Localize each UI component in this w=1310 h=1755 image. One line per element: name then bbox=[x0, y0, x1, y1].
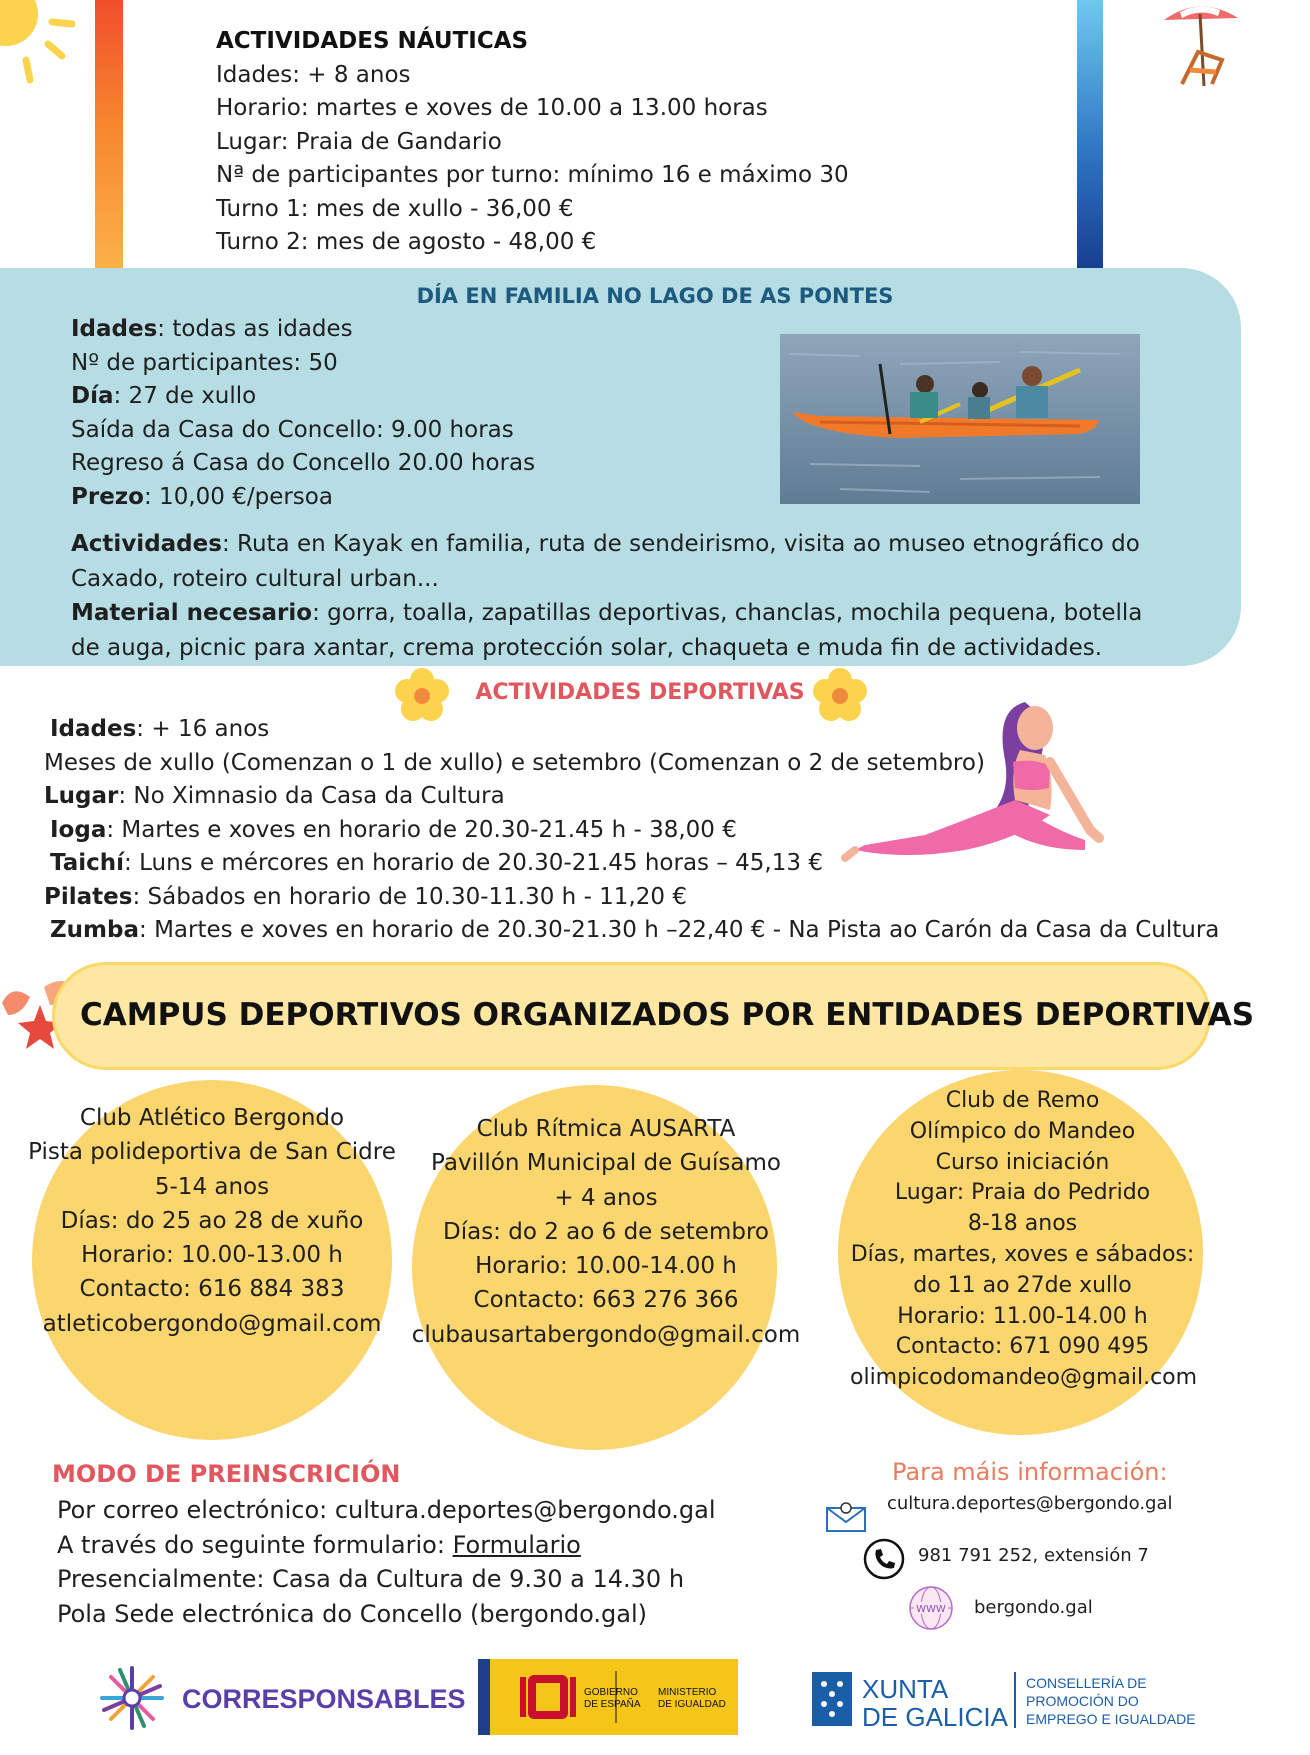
departure-text: Saída da Casa do Concello: 9.00 horas bbox=[71, 416, 514, 443]
conselleria-text: EMPREGO E IGUALDADE bbox=[1026, 1711, 1196, 1727]
xunta-logo bbox=[810, 1668, 1216, 1732]
participants-text: Nº de participantes: 50 bbox=[71, 349, 338, 376]
activities-label: Actividades bbox=[71, 531, 222, 557]
pilates-value: : Sábados en horario de 10.30-11.30 h - 11,20 € bbox=[132, 883, 687, 910]
club-line: Lugar: Praia do Pedrido bbox=[894, 1180, 1151, 1206]
xunta-text: DE GALICIA bbox=[862, 1702, 1008, 1732]
activities-value: : Ruta en Kayak en familia, ruta de sendeirismo, visita ao museo etnográfico do Caxado, roteiro cultural urban... bbox=[71, 531, 1140, 592]
campus-title: CAMPUS DEPORTIVOS ORGANIZADOS POR ENTIDADES DEPORTIVAS bbox=[80, 997, 1255, 1033]
ages-label: Idades bbox=[71, 316, 158, 342]
club-line: Contacto: 671 090 495 bbox=[895, 1334, 1150, 1360]
nautical-line: Nª de participantes por turno: mínimo 16 e máximo 30 bbox=[216, 162, 849, 188]
return-text: Regreso á Casa do Concello 20.00 horas bbox=[71, 450, 536, 476]
club-email[interactable]: atleticobergondo@gmail.com bbox=[42, 1310, 382, 1337]
club-email[interactable]: olimpicodomandeo@gmail.com bbox=[850, 1365, 1198, 1391]
pilates-label: Pilates bbox=[44, 883, 133, 910]
conselleria-text: CONSELLERÍA DE bbox=[1026, 1675, 1147, 1691]
conselleria-text: PROMOCIÓN DO bbox=[1026, 1693, 1139, 1709]
nautical-section bbox=[216, 25, 849, 260]
ministerio-text: DE IGUALDAD bbox=[658, 1699, 726, 1710]
sports-months: Meses de xullo (Comenzan o 1 de xullo) e setembro (Comenzan o 2 de setembro) bbox=[44, 749, 985, 776]
nautical-line: Turno 1: mes de xullo - 36,00 € bbox=[216, 195, 574, 222]
family-day-info bbox=[71, 313, 535, 514]
mail-icon bbox=[826, 1502, 866, 1532]
preinscription-email: Por correo electrónico: cultura.deportes@bergondo.gal bbox=[57, 1496, 716, 1524]
material-value: : gorra, toalla, zapatillas deportivas, chanclas, mochila pequena, botella de auga, picnic para xantar, crema protección solar, chaqueta e muda fin de actividades. bbox=[71, 600, 1143, 661]
preinscription-title: MODO DE PREINSCRICIÓN bbox=[52, 1460, 401, 1488]
club-line: Club de Remo bbox=[945, 1088, 1100, 1113]
club-email[interactable]: clubausartabergondo@gmail.com bbox=[411, 1321, 801, 1348]
taichi-value: : Luns e mércores en horario de 20.30-21.45 horas – 45,13 € bbox=[124, 850, 823, 876]
club-atletico-info bbox=[0, 1101, 424, 1341]
www-globe-icon bbox=[908, 1585, 954, 1631]
preinscription-info bbox=[57, 1493, 716, 1631]
taichi-label: Taichí bbox=[50, 850, 125, 876]
club-line: 8-18 anos bbox=[967, 1211, 1078, 1237]
club-line: Pista polideportiva de San Cidre bbox=[28, 1139, 396, 1166]
preinscription-online: Pola Sede electrónica do Concello (bergondo.gal) bbox=[57, 1599, 648, 1628]
club-line: Club Rítmica AUSARTA bbox=[476, 1116, 736, 1142]
club-line: 5-14 anos bbox=[154, 1173, 270, 1200]
sports-ages-value: : + 16 anos bbox=[136, 716, 270, 742]
www-icon-text: WWW bbox=[916, 1604, 946, 1615]
club-line: Olímpico do Mandeo bbox=[909, 1118, 1136, 1144]
kayak-photo bbox=[780, 334, 1140, 504]
info-website[interactable]: bergondo.gal bbox=[974, 1597, 1093, 1618]
xunta-text: XUNTA bbox=[862, 1674, 949, 1704]
ministerio-text: MINISTERIO bbox=[658, 1687, 717, 1698]
nautical-line: Horario: martes e xoves de 10.00 a 13.00 horas bbox=[216, 95, 768, 121]
day-value: : 27 de xullo bbox=[113, 383, 257, 409]
info-phone: 981 791 252, extensión 7 bbox=[918, 1545, 1149, 1566]
club-line: Curso iniciación bbox=[935, 1149, 1110, 1175]
club-line: Horario: 11.00-14.00 h bbox=[897, 1303, 1148, 1329]
material-label: Material necesario bbox=[71, 600, 313, 626]
club-line: Contacto: 616 884 383 bbox=[79, 1276, 345, 1303]
gobierno-text: GOBIERNO bbox=[584, 1687, 638, 1698]
zumba-label: Zumba bbox=[50, 917, 140, 943]
zumba-value: : Martes e xoves en horario de 20.30-21.30 h –22,40 € - Na Pista ao Carón da Casa da Cultura bbox=[139, 917, 1220, 943]
price-label: Prezo bbox=[71, 483, 144, 510]
club-line: do 11 ao 27de xullo bbox=[913, 1272, 1132, 1298]
nautical-line: Idades: + 8 anos bbox=[216, 61, 411, 88]
yoga-woman-illustration bbox=[845, 700, 1145, 880]
club-line: Contacto: 663 276 366 bbox=[473, 1287, 739, 1314]
club-remo-info bbox=[850, 1086, 1198, 1394]
club-line: Club Atlético Bergondo bbox=[79, 1105, 345, 1131]
phone-icon bbox=[863, 1538, 905, 1580]
corresponsables-text: CORRESPONSABLES bbox=[182, 1684, 466, 1714]
family-day-details bbox=[71, 527, 1151, 665]
decorative-stripe-left bbox=[95, 0, 123, 270]
club-line: Pavillón Municipal de Guísamo bbox=[431, 1150, 781, 1177]
gobierno-text: DE ESPAÑA bbox=[584, 1699, 641, 1710]
corresponsables-logo bbox=[96, 1660, 466, 1736]
form-link[interactable]: Formulario bbox=[452, 1530, 581, 1559]
nautical-line: Lugar: Praia de Gandario bbox=[216, 128, 502, 155]
sports-place-value: : No Ximnasio da Casa da Cultura bbox=[118, 783, 505, 809]
day-label: Día bbox=[71, 383, 114, 409]
yoga-label: Ioga bbox=[50, 816, 107, 843]
price-value: : 10,00 €/persoa bbox=[144, 483, 333, 510]
yoga-value: : Martes e xoves en horario de 20.30-21.45 h - 38,00 € bbox=[106, 816, 737, 843]
beach-umbrella-icon bbox=[1160, 0, 1241, 90]
club-line: + 4 anos bbox=[554, 1184, 658, 1211]
ages-value: : todas as idades bbox=[157, 316, 353, 342]
more-info-title: Para máis información: bbox=[892, 1458, 1168, 1486]
family-day-title: DÍA EN FAMILIA NO LAGO DE AS PONTES bbox=[416, 284, 894, 308]
decorative-stripe-right bbox=[1077, 0, 1103, 270]
gobierno-logo bbox=[478, 1659, 738, 1735]
sports-title: ACTIVIDADES DEPORTIVAS bbox=[475, 680, 805, 705]
info-email[interactable]: cultura.deportes@bergondo.gal bbox=[887, 1493, 1173, 1514]
club-ausarta-info bbox=[396, 1112, 816, 1352]
club-line: Días: do 2 ao 6 de setembro bbox=[443, 1218, 769, 1245]
club-line: Horario: 10.00-14.00 h bbox=[475, 1253, 737, 1280]
sports-place-label: Lugar bbox=[44, 783, 119, 809]
nautical-line: Turno 2: mes de agosto - 48,00 € bbox=[216, 229, 597, 255]
form-prefix: A través do seguinte formulario: bbox=[57, 1530, 453, 1559]
club-line: Días: do 25 ao 28 de xuño bbox=[60, 1207, 364, 1234]
sun-icon bbox=[0, 0, 80, 100]
sports-ages-label: Idades bbox=[50, 716, 137, 742]
club-line: Días, martes, xoves e sábados: bbox=[850, 1241, 1195, 1267]
preinscription-in-person: Presencialmente: Casa da Cultura de 9.30 a 14.30 h bbox=[57, 1565, 685, 1593]
club-line: Horario: 10.00-13.00 h bbox=[81, 1242, 343, 1269]
nautical-title: ACTIVIDADES NÁUTICAS bbox=[216, 28, 529, 54]
